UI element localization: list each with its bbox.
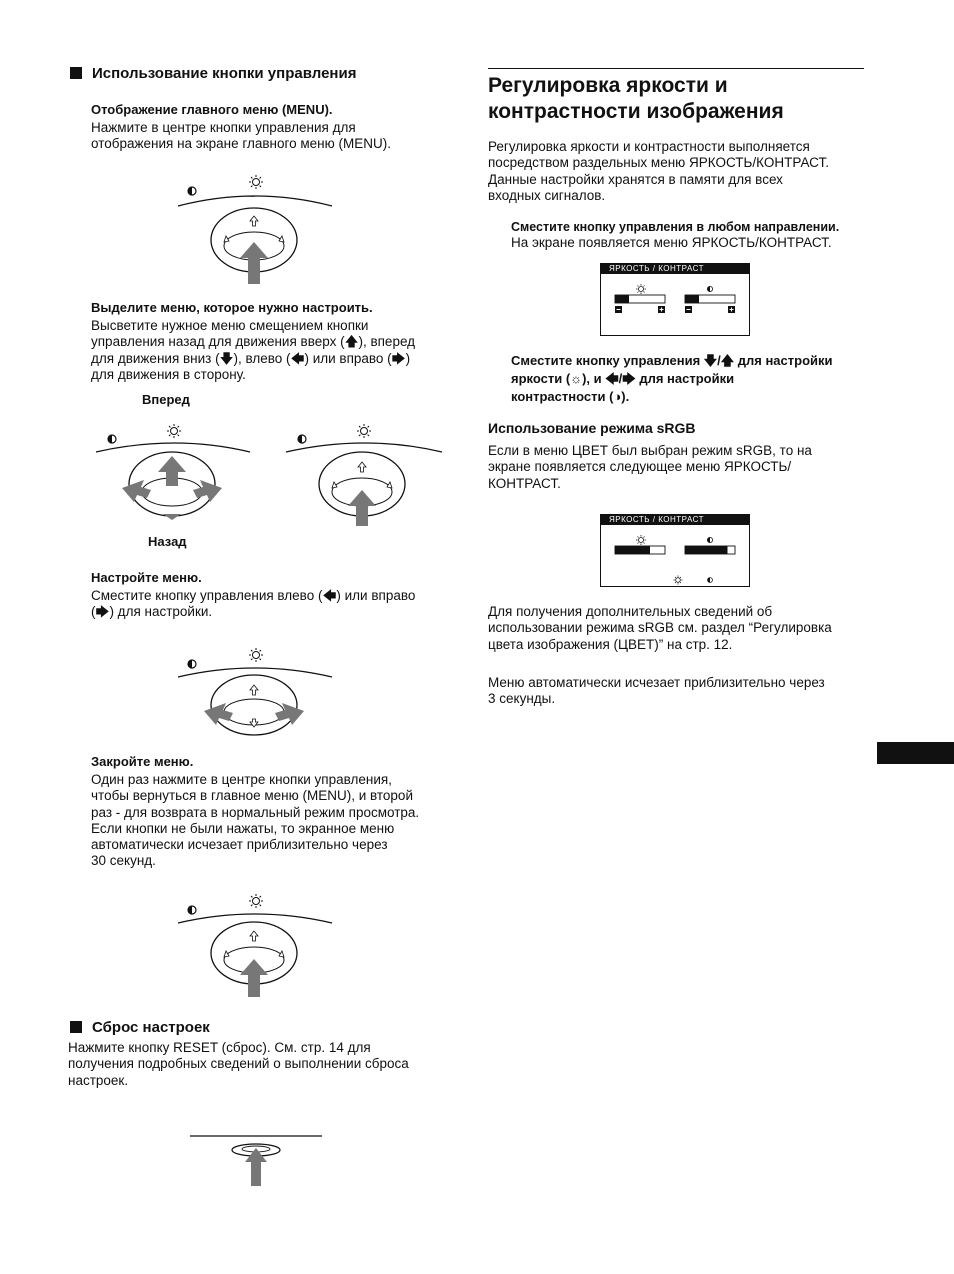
control-button-diagram-directions [90,420,260,525]
label-back: Назад [148,534,187,549]
section-title-reset: Сброс настроек [70,1019,210,1037]
label-forward: Вперед [142,392,190,407]
half-circle-icon [707,537,712,542]
page-heading: Регулировка яркости и контрастности изображения [488,74,784,123]
control-button-diagram-close [170,893,340,1003]
sun-icon [674,576,683,585]
osd-brightness-contrast [600,263,750,336]
srgb-title: Использование режима sRGB [488,420,696,436]
minus-icon [615,306,622,313]
step-title: Отображение главного меню (MENU). [91,102,333,117]
reset-button-diagram [188,1134,324,1190]
brightness-level-bar [615,295,629,303]
control-button-diagram-press-2 [280,420,450,530]
control-button-diagram-left-right [170,645,340,740]
square-bullet-icon [70,1021,82,1033]
section-title-control-button: Использование кнопки управления [70,65,356,83]
osd-sliders [601,264,749,335]
step-text: Сместите кнопку управления влево (🡄) или вправо (🡆) для настройки. [91,588,416,620]
minus-icon [685,306,692,313]
reset-text: Нажмите кнопку RESET (сброс). См. стр. 14 для получения подробных сведений о выполнении сброса настроек. [68,1040,409,1088]
osd-title: ЯРКОСТЬ / КОНТРАСТ [601,515,749,525]
half-circle-icon [188,660,196,668]
osd-brightness-contrast-srgb [600,514,750,587]
half-circle-icon [708,578,713,583]
half-circle-icon [707,286,712,291]
sun-icon [636,535,646,545]
step-text: Высветите нужное меню смещением кнопки управления назад для движения вверх (🡅), вперед для движения вниз (🡇), влево (🡄) или вправо (🡆) для движения в сторону. [91,318,416,382]
sun-icon [249,175,263,189]
srgb-text: Если в меню ЦВЕТ был выбран режим sRGB, то на экране появляется следующее меню ЯРКОСТЬ/ КОНТРАСТ. [488,443,812,491]
auto-close-text: Меню автоматически исчезает приблизительно через 3 секунды. [488,675,825,707]
half-circle-icon [188,187,196,195]
intro-text: Регулировка яркости и контрастности выполняется посредством раздельных меню ЯРКОСТЬ/КОНТРАСТ. Данные настройки хранятся в памяти для всех входных сигналов. [488,139,829,203]
sun-icon [357,424,371,438]
heading-rule [488,68,864,69]
sun-icon [636,284,646,294]
step-title: Выделите меню, которое нужно настроить. [91,300,373,315]
osd-sliders [601,515,749,586]
plus-icon [658,306,665,313]
plus-icon [728,306,735,313]
step-text: На экране появляется меню ЯРКОСТЬ/КОНТРАСТ. [511,235,832,250]
more-info-text: Для получения дополнительных сведений об использовании режима sRGB см. раздел “Регулировка цвета изображения (ЦВЕТ)” на стр. 12. [488,604,832,652]
sun-icon [249,894,263,908]
brightness-level-bar [615,546,650,554]
step-title: Сместите кнопку управления в любом направлении. [511,220,840,234]
osd-title: ЯРКОСТЬ / КОНТРАСТ [601,264,749,274]
half-circle-icon [108,435,116,443]
page-edge-tab [877,742,954,764]
sun-icon [249,648,263,662]
sun-icon [167,424,181,438]
step-title: Сместите кнопку управления 🡇/🡅 для настройки яркости (☼), и 🡄/🡆 для настройки контрастности (◑). [511,353,833,404]
half-circle-icon [188,906,196,914]
step-text: Один раз нажмите в центре кнопки управления, чтобы вернуться в главное меню (MENU), и второй раз - для возврата в нормальный режим просмотра. Если кнопки не были нажаты, то экранное меню автоматически исчезает приблизительно через 30 секунд. [91,772,420,869]
half-circle-icon [298,435,306,443]
contrast-level-bar [685,546,728,554]
contrast-level-bar [685,295,699,303]
step-title: Закройте меню. [91,754,194,769]
step-text: Нажмите в центре кнопки управления для отображения на экране главного меню (MENU). [91,120,391,152]
step-title: Настройте меню. [91,570,202,585]
square-bullet-icon [70,67,82,79]
control-button-diagram-press [170,172,340,290]
